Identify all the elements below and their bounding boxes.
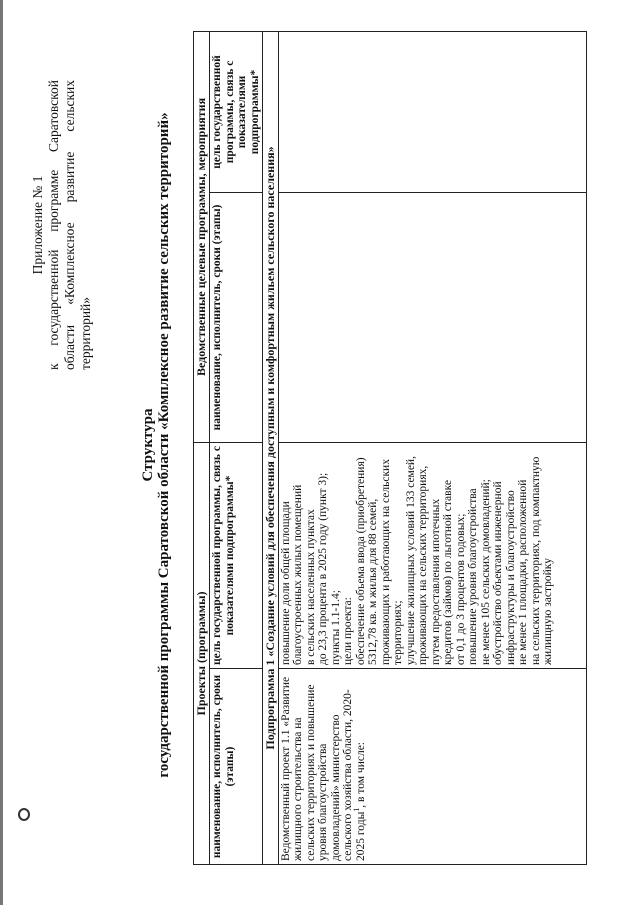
goal-line: проживающих на сельских территориях,	[417, 465, 429, 665]
appendix-title: Приложение № 1	[30, 175, 45, 275]
document-subtitle: государственной программы Саратовской области «Комплексное развитие сельских территорий»	[156, 112, 172, 778]
period-footnote: 1	[351, 807, 361, 812]
subprogram-title: Подпрограмма 1 «Создание условий для обеспечения доступным и комфортным жильем сельского населения»	[263, 31, 279, 864]
structure-table	[193, 31, 587, 865]
empty-cell	[278, 31, 586, 192]
goal-line: путем предоставления ипотечных	[429, 498, 442, 665]
empty-cell	[278, 193, 586, 443]
goal-line: от 0,1 до 3 процентов годовых;	[454, 513, 467, 665]
document-heading	[140, 45, 172, 845]
col-name2-header: наименование, исполнитель, сроки (этапы)	[210, 193, 263, 443]
goal-line: повышение доли общей площади	[279, 501, 292, 665]
appendix-text: к государственной программе Саратовской области «Комплексное развитие сельских территорий»	[46, 80, 93, 370]
goal-line: не менее 105 сельских домовладений;	[479, 479, 492, 665]
table-group-header	[194, 31, 210, 864]
document-title: Структура	[140, 408, 156, 482]
goal-line: кредитов (займов) по льготной ставке	[442, 480, 454, 665]
goal-line: обустройство объектами инженерной	[492, 481, 504, 665]
col-name-header: наименование, исполнитель, сроки (этапы)	[210, 669, 263, 865]
subprogram-row	[263, 31, 279, 864]
appendix-note	[30, 80, 94, 370]
goal-line: на сельских территориях, под компактную	[529, 456, 542, 665]
goal-line: проживающих и работающих на сельских	[379, 459, 392, 665]
goal-line: повышение уровня благоустройства	[467, 488, 479, 665]
col-goal2-header: цель государственной программы, связь с показателями подпрограммы*	[210, 31, 263, 192]
col-goal-header: цель государственной программы, связь с показателями подпрограммы*	[210, 443, 263, 669]
goal-line: в сельских населенных пунктах	[304, 509, 317, 665]
goal-line: обеспечение объема ввода (приобретения)	[354, 457, 367, 665]
project-executor: министерство сельского хозяйства области,	[329, 714, 354, 861]
project-period: 2020-2025 годы	[342, 689, 367, 861]
goal-line: 5312,78 кв. м жилья для 88 семей,	[367, 498, 379, 665]
group-departmental-header: Ведомственные целевые программы, мероприятия	[194, 31, 210, 442]
project-name: Ведомственный проект 1.1 «Развитие жилищного строительства на сельских территориях и повышение уровня благоустройства домовладений»	[279, 676, 342, 861]
goal-line: улучшение жилищных условий 133 семей,	[404, 456, 417, 665]
goal-line: пункты 1.1-1.4;	[329, 590, 342, 665]
goal-line: не менее 1 площадки, расположенной	[517, 479, 529, 665]
table-column-header	[210, 31, 263, 864]
table-row	[278, 31, 586, 864]
goal-line: благоустроенных жилых помещений	[292, 484, 304, 665]
goal-line: цели проекта:	[342, 597, 354, 665]
goal-line: до 23,3 процента в 2025 году (пункт 3);	[317, 472, 329, 665]
project-including: , в том числе:	[354, 741, 367, 808]
goal-line: инфраструктуры и благоустройство	[504, 490, 517, 665]
project-cell	[278, 669, 586, 865]
group-projects-header: Проекты (программы)	[194, 443, 210, 865]
goal-line: территориях;	[392, 600, 404, 665]
goal-line: жилищную застройку	[542, 558, 554, 665]
goal-cell	[278, 443, 586, 669]
